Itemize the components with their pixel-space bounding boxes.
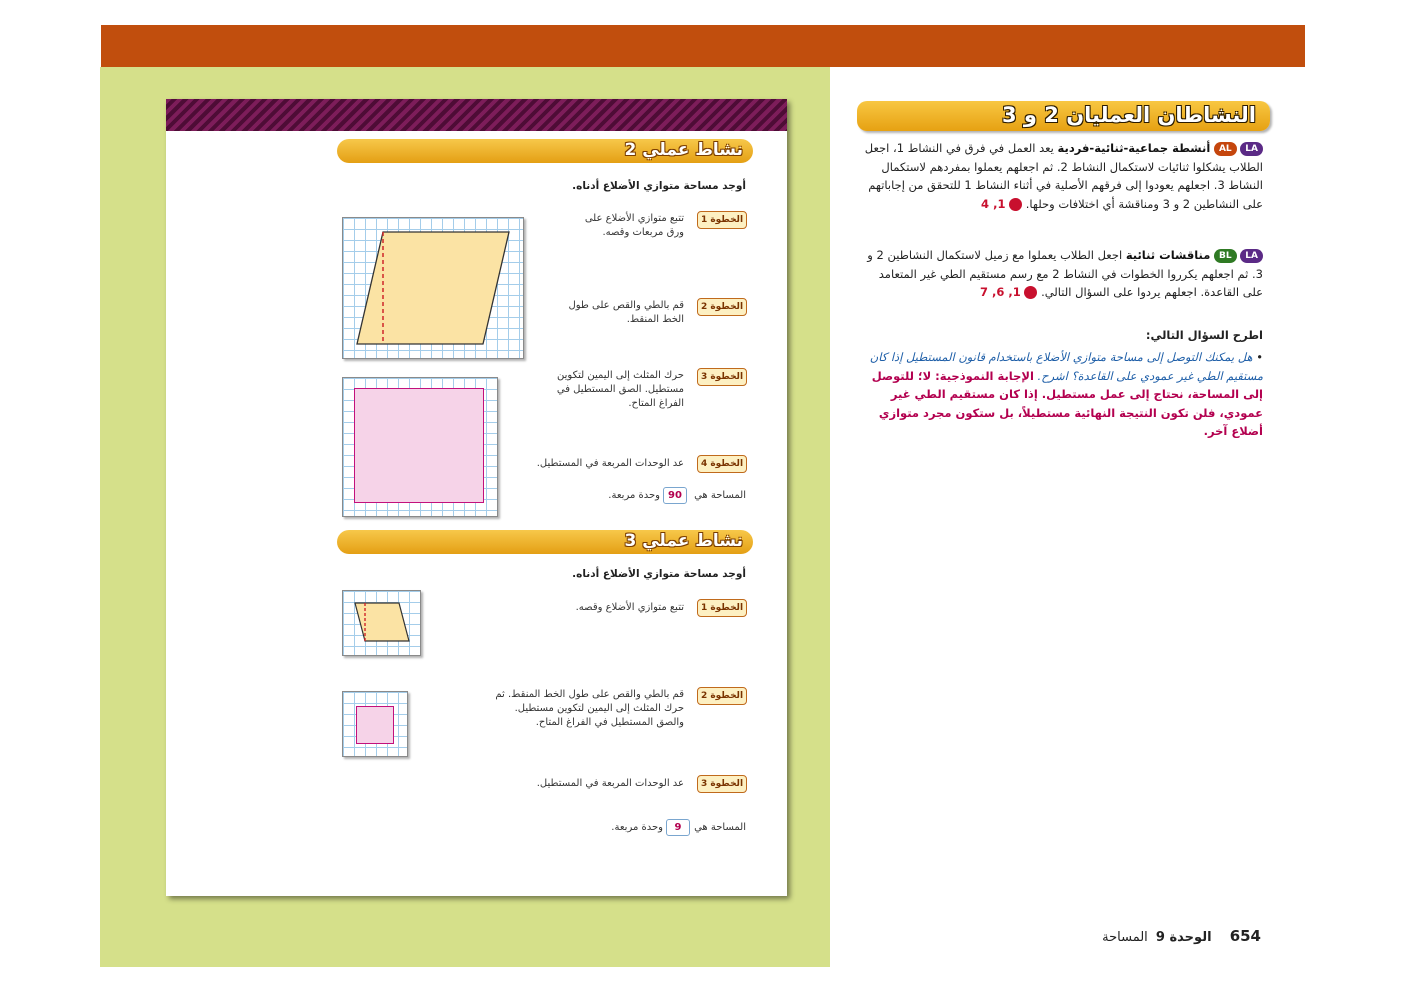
area-label: المساحة هي xyxy=(694,822,746,833)
group-activities-heading: أنشطة جماعية-ثنائية-فردية xyxy=(1057,141,1211,155)
parallelogram-shape xyxy=(343,218,523,358)
step-text: تتبع متوازي الأضلاع على ورق مربعات وقصه. xyxy=(584,213,684,238)
step-text: قم بالطي والقص على طول الخط المنقط. ثم حرك المثلث إلى اليمين لتكوين مستطيل. والصق المستطيل في الفراغ المتاح. xyxy=(495,689,684,728)
area-label: المساحة هي xyxy=(694,490,746,501)
activity-2-title: نشاط عملي 2 xyxy=(624,140,743,160)
activities-title: النشاطان العمليان 2 و 3 xyxy=(1001,103,1256,127)
page-number: 654 xyxy=(1229,927,1261,945)
group-activities-paragraph xyxy=(857,139,1263,213)
step-badge: الخطوة 2 xyxy=(697,687,747,705)
sample-answer: الإجابة النموذجية: لا؛ للتوصل إلى المساحة، نحتاج إلى عمل مستطيل. إذا كان مستقيم الطي غير عمودي، فلن تكون النتيجة النهائية مستطيلاً، بل ستكون مجرد متوازي أضلاع آخر. xyxy=(871,368,1263,438)
bl-badge: BL xyxy=(1214,249,1237,263)
math-practice-icon xyxy=(1024,286,1037,299)
pair-discussion-paragraph xyxy=(857,246,1263,302)
step-badge: الخطوة 4 xyxy=(697,455,747,473)
activities-title-banner xyxy=(857,101,1270,131)
explain-prompt: اشرح. xyxy=(1037,368,1068,383)
activity-3-title: نشاط عملي 3 xyxy=(624,531,743,551)
discussion-question: هل يمكنك التوصل إلى مساحة متوازي الأضلاع باستخدام قانون المستطيل إذا كان مستقيم الطي غير عمودي على القاعدة؟ xyxy=(869,350,1263,383)
la-badge: LA xyxy=(1240,249,1263,263)
bullet-icon: • xyxy=(1256,350,1263,364)
step-text: عد الوحدات المربعة في المستطيل. xyxy=(536,458,684,469)
small-parallelogram-grid xyxy=(342,590,421,656)
rectangle-shape xyxy=(354,388,484,503)
step-text: تتبع متوازي الأضلاع وقصه. xyxy=(575,602,684,613)
unit-label: الوحدة 9 xyxy=(1155,930,1212,945)
area-answer-box: 9 xyxy=(666,819,690,836)
practice-refs: 1, 4 xyxy=(981,196,1006,211)
small-rectangle-grid xyxy=(342,691,408,757)
discussion-question-block xyxy=(857,348,1263,441)
ask-question-heading: اطرح السؤال التالي: xyxy=(1145,328,1263,342)
step-text: قم بالطي والقص على طول الخط المنقط. xyxy=(568,300,684,325)
small-parallelogram-shape xyxy=(343,591,420,655)
step-badge: الخطوة 3 xyxy=(697,368,747,386)
step-text: عد الوحدات المربعة في المستطيل. xyxy=(536,778,684,789)
activity-2-heading: أوجد مساحة متوازي الأضلاع أدناه. xyxy=(572,180,746,192)
pair-discussion-heading: مناقشات ثنائية xyxy=(1125,248,1211,262)
al-badge: AL xyxy=(1214,142,1237,156)
top-bar xyxy=(101,25,1305,67)
student-book-page xyxy=(166,99,787,896)
step-badge: الخطوة 3 xyxy=(697,775,747,793)
group-activities-text: يعد العمل في فرق في النشاط 1، اجعل الطلاب يشكلوا ثنائيات لاستكمال النشاط 2. ثم اجعلهم يعملوا بمفردهم لاستكمال النشاط 3. اجعلهم يعودوا إلى فرقهم الأصلية في أثناء النشاط 1 للتحقق من إجاباتهم على النشاطين 2 و 3 ومناقشة أي اختلافات وحلها. xyxy=(864,141,1263,211)
area-answer-box: 90 xyxy=(663,487,687,504)
rectangle-grid xyxy=(342,377,498,517)
step-badge: الخطوة 1 xyxy=(697,211,747,229)
unit-topic: المساحة xyxy=(1102,930,1148,945)
la-badge: LA xyxy=(1240,142,1263,156)
small-rectangle-shape xyxy=(356,706,394,744)
pair-discussion-text: اجعل الطلاب يعملوا مع زميل لاستكمال النشاطين 2 و 3. ثم اجعلهم يكرروا الخطوات في النشاط 2 مع رسم مستقيم الطي غير المتعامد على القاعدة. اجعلهم يردوا على السؤال التالي. xyxy=(867,248,1263,299)
step-text: حرك المثلث إلى اليمين لتكوين مستطيل. الصق المستطيل في الفراغ المتاح. xyxy=(556,370,684,409)
practice-refs: 1, 6, 7 xyxy=(979,285,1021,299)
step-badge: الخطوة 2 xyxy=(697,298,747,316)
unit-label: وحدة مربعة. xyxy=(608,490,660,501)
activity-3-banner xyxy=(337,530,753,554)
step-badge: الخطوة 1 xyxy=(697,599,747,617)
page-header-stripe xyxy=(166,99,787,131)
math-practice-icon xyxy=(1009,198,1022,211)
activity-2-banner xyxy=(337,139,753,163)
unit-label: وحدة مربعة. xyxy=(611,822,663,833)
activity-3-heading: أوجد مساحة متوازي الأضلاع أدناه. xyxy=(572,568,746,580)
page-footer xyxy=(1102,927,1261,945)
parallelogram-grid xyxy=(342,217,524,359)
